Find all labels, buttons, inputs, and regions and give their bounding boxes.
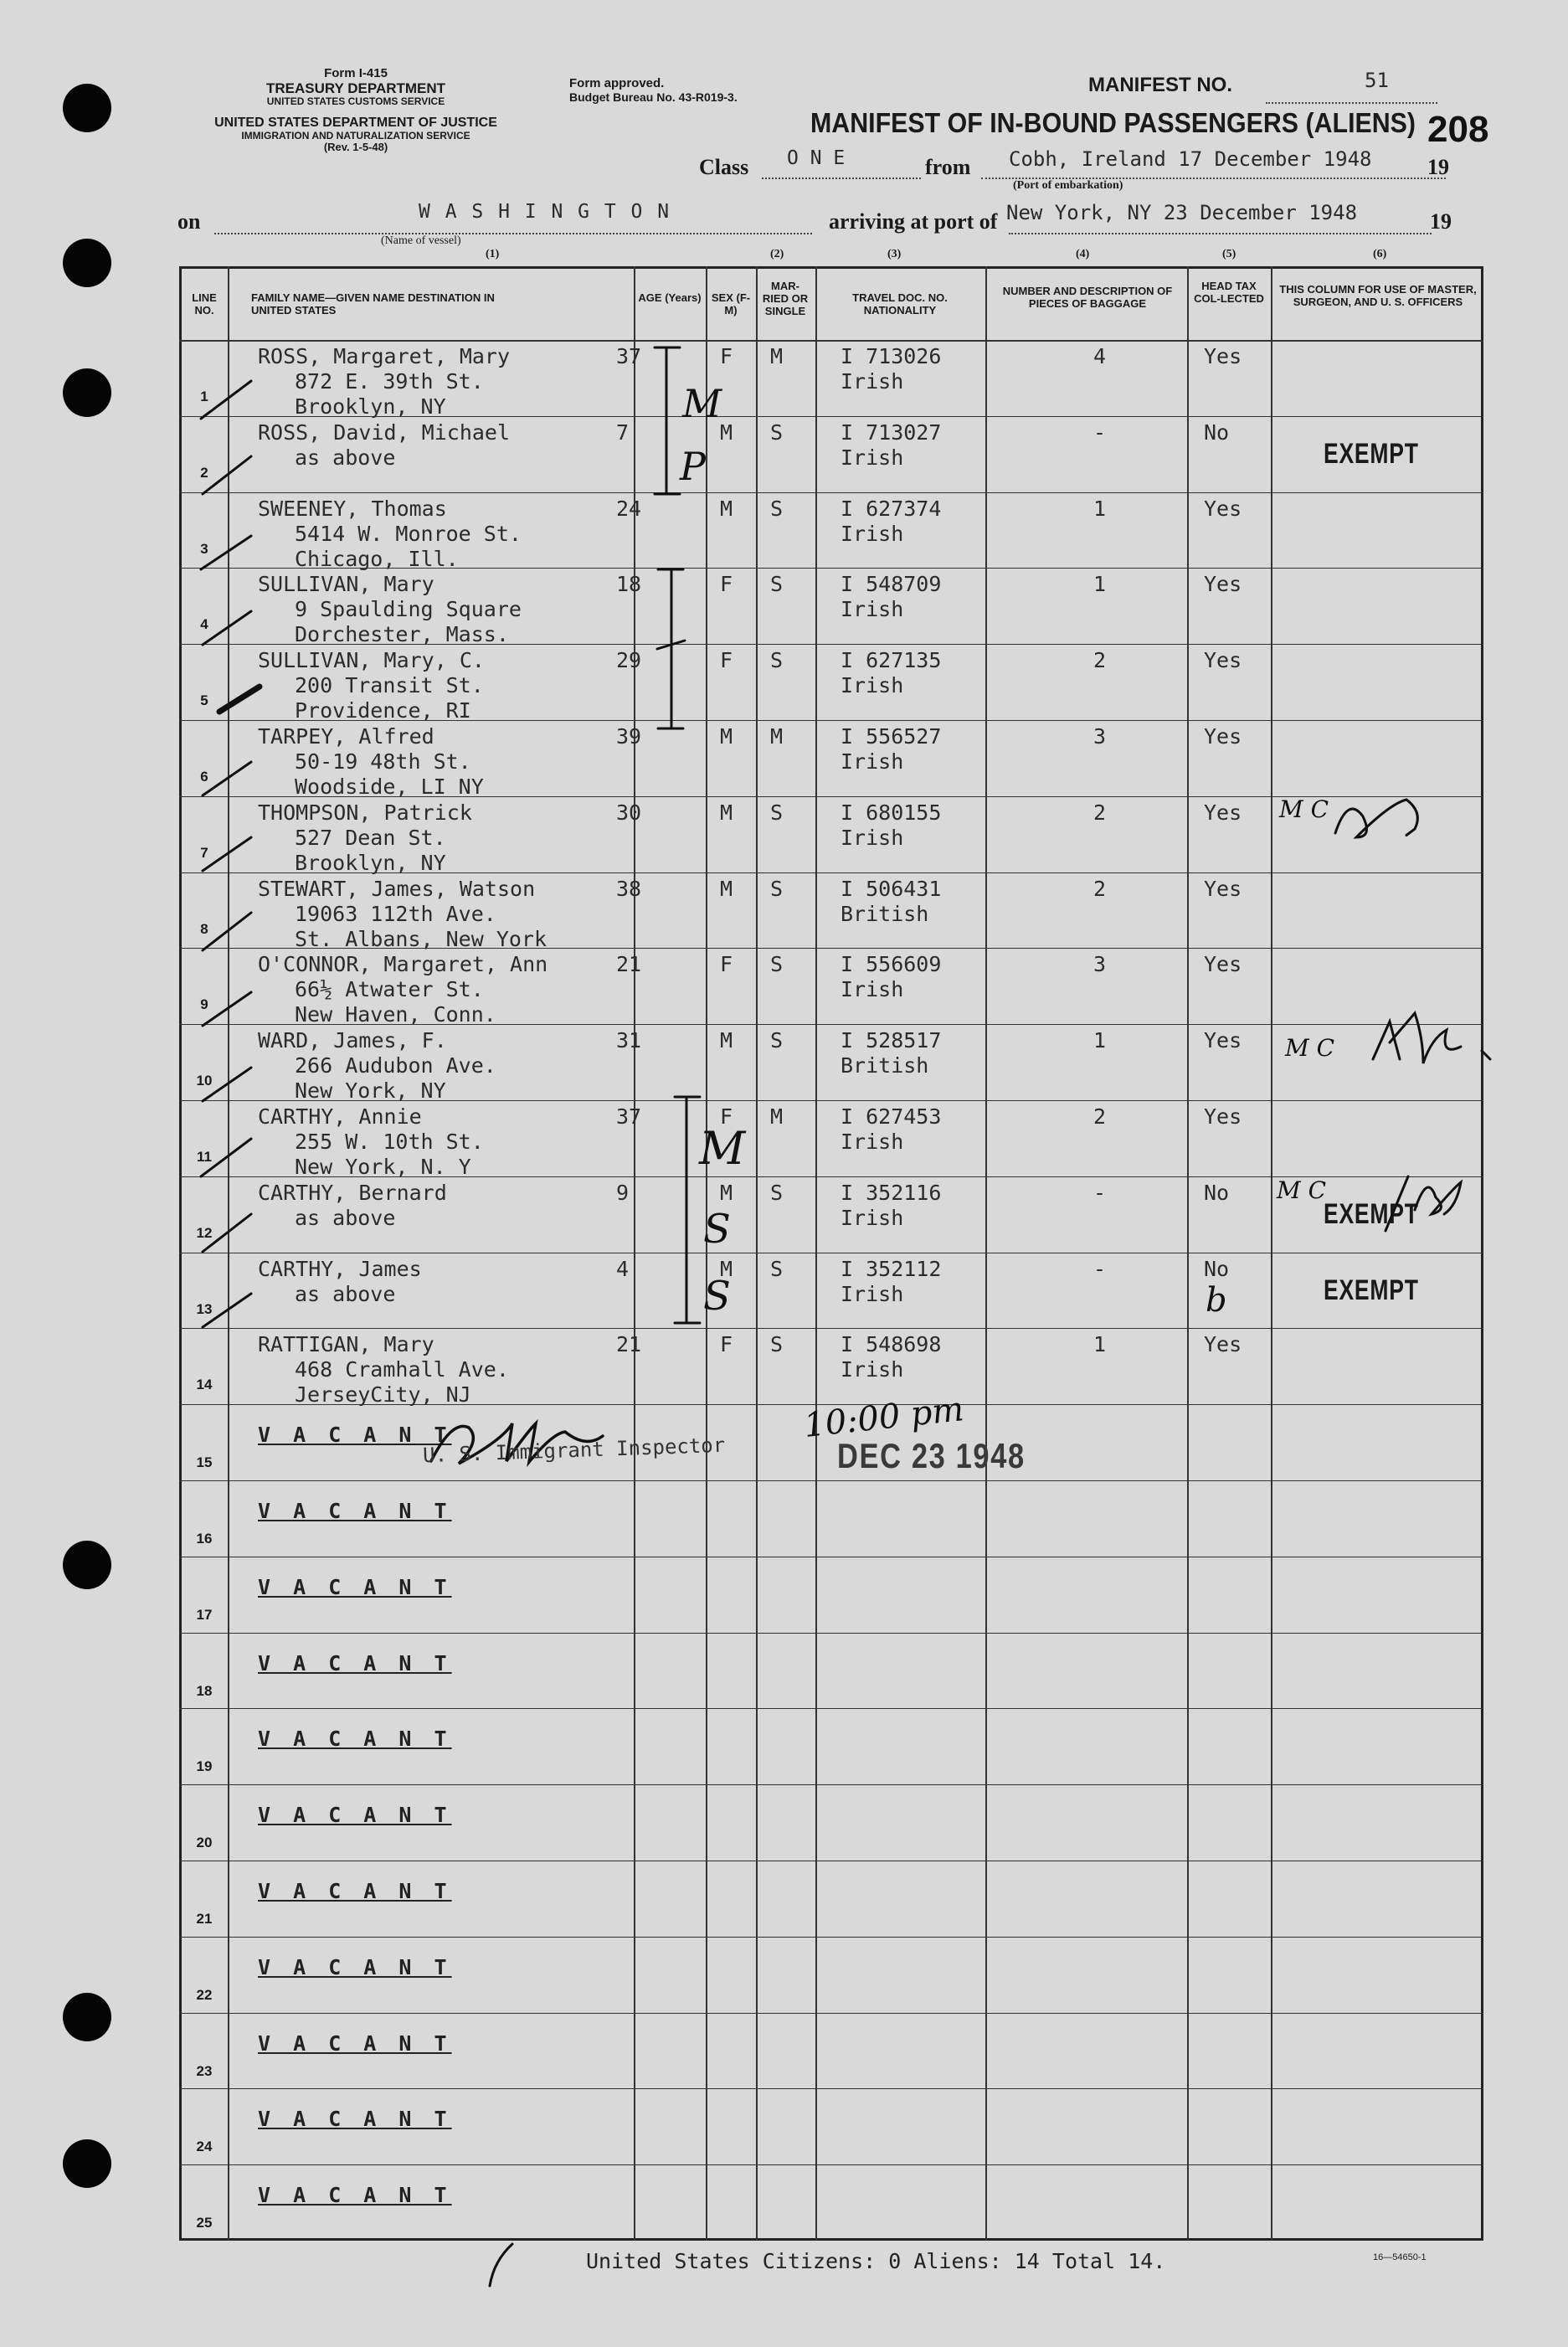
passenger-age: 37: [616, 344, 642, 368]
passenger-address: 872 E. 39th St.: [295, 369, 484, 394]
handwritten-s-1: S: [703, 1206, 731, 1253]
head-tax: Yes: [1204, 952, 1242, 977]
travel-doc-no: I 627453: [841, 1104, 942, 1129]
vacant-label: V A C A N T: [258, 1727, 452, 1752]
passenger-address: 255 W. 10th St.: [295, 1130, 484, 1154]
handwritten-mc-2: M C: [1285, 1034, 1334, 1062]
baggage-count: 3: [1093, 724, 1107, 749]
manifest-title: MANIFEST OF IN-BOUND PASSENGERS (ALIENS): [810, 107, 1416, 138]
baggage-count: 4: [1093, 344, 1107, 368]
on-label: on: [177, 209, 201, 234]
line-number: 14: [196, 1377, 213, 1393]
ins-service: IMMIGRATION AND NATURALIZATION SERVICE: [241, 129, 470, 142]
line-number: 10: [196, 1073, 213, 1089]
travel-doc-no: I 528517: [841, 1028, 942, 1053]
page-stamp: 208: [1427, 109, 1489, 150]
passenger-address: 266 Audubon Ave.: [295, 1053, 496, 1078]
budget-bureau: Budget Bureau No. 43-R019-3.: [569, 90, 738, 104]
vacant-label: V A C A N T: [258, 2107, 452, 2132]
marital-status: S: [770, 876, 784, 901]
line-number: 7: [200, 844, 208, 861]
head-tax: Yes: [1204, 496, 1242, 521]
head-tax: Yes: [1204, 344, 1242, 368]
passenger-city: New Haven, Conn.: [295, 1002, 496, 1027]
arriving-label: arriving at port of: [829, 209, 998, 234]
check-mark: [490, 2244, 512, 2286]
inspector-caption: U. S. Immigrant Inspector: [422, 1433, 726, 1468]
passenger-sex: F: [720, 1332, 733, 1357]
from-label: from: [925, 155, 971, 179]
passenger-city: Chicago, Ill.: [295, 546, 459, 571]
baggage-count: 2: [1093, 800, 1107, 825]
th-name: FAMILY NAME—GIVEN NAME DESTINATION IN UNITED STATES: [251, 291, 495, 317]
line-number: 19: [196, 1758, 213, 1775]
line-number: 6: [200, 769, 208, 785]
passenger-city: Woodside, LI NY: [295, 775, 484, 799]
head-tax: Yes: [1204, 1104, 1242, 1129]
head-tax: Yes: [1204, 572, 1242, 597]
marital-status: S: [770, 1256, 784, 1281]
bracket-mark: [657, 569, 685, 728]
nationality: Irish: [841, 1205, 904, 1230]
check-mark: [201, 1139, 251, 1176]
travel-doc-no: I 352116: [841, 1180, 942, 1205]
line-number: 15: [196, 1454, 213, 1471]
justice-dept: UNITED STATES DEPARTMENT OF JUSTICE: [214, 116, 497, 131]
head-tax: No: [1204, 419, 1230, 445]
vessel-caption: (Name of vessel): [381, 234, 461, 247]
line-number: 9: [200, 996, 208, 1013]
marital-status: S: [770, 648, 784, 673]
line-number: 12: [196, 1224, 213, 1241]
travel-doc-no: I 680155: [841, 800, 942, 825]
passenger-sex: F: [720, 952, 733, 977]
line-number: 5: [200, 692, 208, 709]
revision: (Rev. 1-5-48): [323, 141, 388, 154]
nationality: Irish: [841, 749, 904, 774]
passenger-age: 31: [616, 1028, 642, 1053]
th-line-no: LINE NO.: [192, 291, 217, 317]
line-number: 1: [200, 389, 208, 404]
marital-status: S: [770, 1332, 784, 1357]
travel-doc-no: I 548709: [841, 572, 942, 597]
baggage-count: 1: [1093, 496, 1107, 521]
treasury-dept: TREASURY DEPARTMENT: [265, 80, 446, 96]
check-mark: [203, 611, 251, 645]
handwritten-mc-1: M C: [1279, 795, 1329, 823]
line-number: 22: [196, 1986, 213, 2003]
passenger-city: Providence, RI: [295, 698, 471, 723]
line-number: 4: [200, 616, 208, 633]
passenger-city: Dorchester, Mass.: [295, 622, 509, 647]
passenger-age: 21: [616, 1332, 642, 1357]
baggage-count: 1: [1093, 572, 1107, 597]
col-num-4: (4): [1076, 248, 1090, 260]
port-caption: (Port of embarkation): [1013, 179, 1123, 192]
passenger-name: STEWART, James, Watson: [258, 876, 536, 901]
bracket-mark: [655, 347, 680, 494]
travel-doc-no: I 627374: [841, 496, 942, 521]
passenger-address: 66½ Atwater St.: [295, 977, 484, 1002]
passenger-address: 527 Dean St.: [295, 825, 446, 850]
head-tax: Yes: [1204, 1332, 1242, 1357]
passenger-name: ROSS, Margaret, Mary: [258, 344, 511, 368]
baggage-count: -: [1093, 1256, 1107, 1281]
exempt-stamp: EXEMPT: [1324, 1274, 1419, 1306]
passenger-address: 19063 112th Ave.: [295, 901, 496, 926]
passenger-age: 7: [616, 419, 630, 445]
form-approved: Form approved.: [569, 76, 665, 90]
year-suffix-1: 19: [1427, 155, 1449, 179]
head-tax: No: [1204, 1180, 1230, 1205]
class-label: Class: [699, 155, 749, 179]
nationality: Irish: [841, 1281, 904, 1306]
travel-doc-no: I 556609: [841, 952, 942, 977]
passenger-address: as above: [295, 445, 396, 470]
baggage-count: -: [1093, 419, 1107, 445]
passenger-name: CARTHY, James: [258, 1256, 422, 1281]
vacant-label: V A C A N T: [258, 2183, 452, 2208]
passenger-city: Brooklyn, NY: [295, 850, 446, 875]
passenger-sex: M: [720, 1256, 733, 1281]
vacant-label: V A C A N T: [258, 1954, 452, 1979]
travel-doc-no: I 627135: [841, 648, 942, 673]
marital-status: S: [770, 572, 784, 597]
line-number: 2: [200, 464, 208, 481]
line-number: 13: [196, 1300, 213, 1317]
check-mark: [203, 456, 251, 494]
nationality: Irish: [841, 1130, 904, 1154]
customs-service: UNITED STATES CUSTOMS SERVICE: [266, 95, 445, 108]
head-tax: Yes: [1204, 724, 1242, 749]
passenger-age: 29: [616, 648, 642, 673]
check-mark: [203, 1214, 251, 1252]
passenger-address: 9 Spaulding Square: [295, 597, 522, 622]
travel-doc-no: I 713027: [841, 419, 942, 445]
baggage-count: 1: [1093, 1332, 1107, 1357]
marital-status: S: [770, 419, 784, 445]
vacant-label: V A C A N T: [258, 1423, 452, 1448]
passenger-name: CARTHY, Annie: [258, 1104, 422, 1129]
line-number: 16: [196, 1531, 213, 1547]
line-number: 18: [196, 1682, 213, 1699]
check-mark: [203, 992, 251, 1026]
nationality: Irish: [841, 521, 904, 546]
line-number: 3: [200, 540, 208, 557]
passenger-sex: F: [720, 648, 733, 673]
marital-status: S: [770, 496, 784, 521]
exempt-stamp: EXEMPT: [1324, 437, 1419, 470]
vacant-label: V A C A N T: [258, 1803, 452, 1828]
passenger-sex: M: [720, 1028, 733, 1053]
vacant-label: V A C A N T: [258, 1574, 452, 1599]
nationality: Irish: [841, 445, 904, 470]
date-stamp: DEC 23 1948: [837, 1436, 1026, 1475]
passenger-sex: M: [720, 419, 733, 445]
th-officers: THIS COLUMN FOR USE OF MASTER, SURGEON, AND U. S. OFFICERS: [1279, 283, 1477, 308]
initials-scribble: [1373, 1013, 1490, 1063]
head-tax: Yes: [1204, 876, 1242, 901]
initials-scribble: [1335, 800, 1417, 837]
time-note: 10:00 pm: [802, 1390, 966, 1445]
form-code: 16—54650-1: [1373, 2252, 1427, 2262]
class-value: O N E: [787, 147, 846, 169]
handwritten-m-1: M: [682, 381, 722, 426]
vacant-label: V A C A N T: [258, 1499, 452, 1523]
handwritten-mc-3: M C: [1277, 1176, 1326, 1204]
nationality: Irish: [841, 977, 904, 1002]
passenger-address: 200 Transit St.: [295, 673, 484, 698]
baggage-count: 3: [1093, 952, 1107, 977]
from-value: Cobh, Ireland 17 December 1948: [1009, 147, 1372, 171]
passenger-name: O'CONNOR, Margaret, Ann: [258, 952, 548, 977]
passenger-sex: M: [720, 876, 733, 901]
check-mark: [201, 381, 251, 419]
line-number: 24: [196, 2139, 213, 2155]
line-number: 8: [200, 920, 208, 937]
year-suffix-2: 19: [1430, 209, 1452, 234]
marital-status: S: [770, 1028, 784, 1053]
col-num-3: (3): [887, 248, 902, 260]
vessel-name: W A S H I N G T O N: [419, 201, 671, 223]
passenger-sex: F: [720, 1104, 733, 1129]
passenger-city: JerseyCity, NJ: [295, 1382, 471, 1408]
check-mark: [219, 687, 260, 712]
passenger-address: as above: [295, 1281, 396, 1306]
check-mark: [203, 1294, 251, 1327]
passenger-address: 5414 W. Monroe St.: [295, 521, 522, 546]
passenger-name: CARTHY, Bernard: [258, 1180, 447, 1205]
th-travel-doc: TRAVEL DOC. NO. NATIONALITY: [852, 291, 948, 317]
passenger-age: 38: [616, 876, 642, 901]
marital-status: M: [770, 724, 784, 749]
vacant-label: V A C A N T: [258, 1879, 452, 1903]
head-tax: No: [1204, 1256, 1230, 1281]
passenger-sex: M: [720, 496, 733, 521]
baggage-count: 2: [1093, 648, 1107, 673]
marital-status: S: [770, 952, 784, 977]
th-married: MAR-RIED OR SINGLE: [762, 280, 809, 317]
check-mark: [203, 837, 251, 871]
passenger-age: 21: [616, 952, 642, 977]
nationality: Irish: [841, 1357, 904, 1382]
marital-status: S: [770, 800, 784, 825]
manifest-no-label: MANIFEST NO.: [1088, 74, 1232, 96]
baggage-count: -: [1093, 1180, 1107, 1205]
handwritten-p: P: [680, 444, 706, 489]
marital-status: M: [770, 1104, 784, 1129]
passenger-sex: F: [720, 572, 733, 597]
head-tax: Yes: [1204, 1028, 1242, 1053]
passenger-address: 468 Cramhall Ave.: [295, 1357, 509, 1382]
nationality: Irish: [841, 673, 904, 698]
nationality: Irish: [841, 597, 904, 622]
nationality: British: [841, 1053, 929, 1078]
passenger-city: Brooklyn, NY: [295, 394, 446, 419]
vacant-label: V A C A N T: [258, 2030, 452, 2056]
vacant-label: V A C A N T: [258, 1650, 452, 1675]
passenger-name: SWEENEY, Thomas: [258, 496, 447, 521]
line-number: 17: [196, 1606, 213, 1623]
travel-doc-no: I 556527: [841, 724, 942, 749]
check-mark: [201, 536, 251, 569]
head-tax: Yes: [1204, 800, 1242, 825]
passenger-age: 24: [616, 496, 642, 521]
travel-doc-no: I 713026: [841, 344, 942, 368]
passenger-sex: M: [720, 724, 733, 749]
line-number: 21: [196, 1911, 213, 1927]
passenger-city: St. Albans, New York: [295, 926, 548, 951]
summary-line: United States Citizens: 0 Aliens: 14 Total 14.: [586, 2249, 1166, 2273]
passenger-name: SULLIVAN, Mary, C.: [258, 648, 485, 673]
th-sex: SEX (F-M): [711, 291, 751, 317]
manifest-no-value: 51: [1365, 69, 1389, 92]
passenger-name: RATTIGAN, Mary: [258, 1332, 434, 1357]
th-age: AGE (Years): [638, 291, 702, 304]
passenger-name: THOMPSON, Patrick: [258, 800, 472, 825]
initials-scribble: [1385, 1176, 1461, 1231]
check-mark: [203, 762, 251, 795]
exempt-stamp: EXEMPT: [1324, 1197, 1419, 1230]
col-num-1: (1): [486, 248, 500, 260]
handwritten-m-2: M: [699, 1122, 746, 1175]
passenger-age: 39: [616, 724, 642, 749]
passenger-sex: M: [720, 1180, 733, 1205]
line-number: 25: [196, 2215, 213, 2231]
passenger-age: 4: [616, 1256, 630, 1281]
nationality: Irish: [841, 369, 904, 394]
th-baggage: NUMBER AND DESCRIPTION OF PIECES OF BAGGAGE: [1002, 285, 1173, 310]
passenger-city: New York, NY: [295, 1078, 446, 1104]
passenger-age: 30: [616, 800, 642, 825]
passenger-address: 50-19 48th St.: [295, 749, 471, 774]
nationality: British: [841, 901, 929, 926]
passenger-name: WARD, James, F.: [258, 1028, 447, 1053]
nationality: Irish: [841, 825, 904, 850]
passenger-name: TARPEY, Alfred: [258, 724, 434, 749]
th-head-tax: HEAD TAX COL-LECTED: [1194, 280, 1264, 305]
marital-status: M: [770, 344, 784, 368]
handwritten-b: b: [1206, 1281, 1227, 1320]
travel-doc-no: I 352112: [841, 1256, 942, 1281]
passenger-name: ROSS, David, Michael: [258, 419, 511, 445]
arriving-value: New York, NY 23 December 1948: [1006, 201, 1358, 224]
passenger-name: SULLIVAN, Mary: [258, 572, 434, 597]
passenger-sex: M: [720, 800, 733, 825]
col-num-5: (5): [1222, 248, 1236, 260]
passenger-age: 9: [616, 1180, 630, 1205]
marital-status: S: [770, 1180, 784, 1205]
head-tax: Yes: [1204, 648, 1242, 673]
passenger-address: as above: [295, 1205, 396, 1230]
line-number: 20: [196, 1835, 213, 1851]
col-num-2: (2): [770, 248, 784, 260]
passenger-age: 37: [616, 1104, 642, 1129]
passenger-city: New York, N. Y: [295, 1155, 471, 1179]
line-number: 23: [196, 2062, 213, 2079]
passenger-sex: F: [720, 344, 733, 368]
check-mark: [203, 1068, 251, 1101]
form-number: Form I-415: [324, 66, 388, 80]
line-number: 11: [197, 1149, 212, 1165]
travel-doc-no: I 506431: [841, 876, 942, 901]
baggage-count: 2: [1093, 1104, 1107, 1129]
passenger-age: 18: [616, 572, 642, 597]
col-num-6: (6): [1373, 248, 1387, 260]
baggage-count: 2: [1093, 876, 1107, 901]
handwritten-s-2: S: [703, 1273, 731, 1320]
check-mark: [203, 913, 251, 950]
bracket-mark: [675, 1097, 700, 1323]
travel-doc-no: I 548698: [841, 1332, 942, 1357]
baggage-count: 1: [1093, 1028, 1107, 1053]
